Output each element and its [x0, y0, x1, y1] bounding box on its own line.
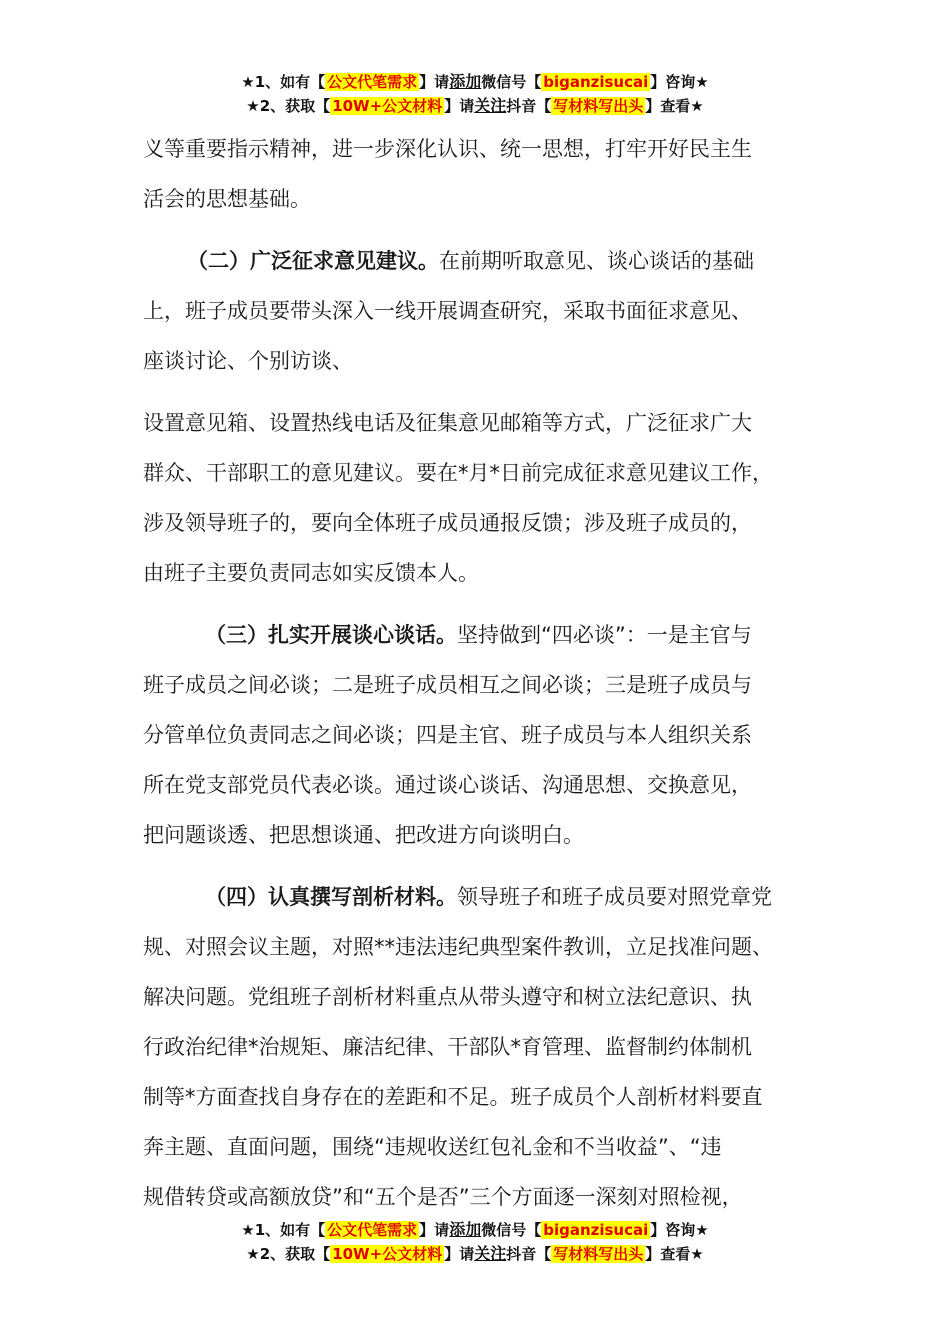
- banner-text: 】请: [419, 1221, 450, 1239]
- paragraph-line: 由班子主要负责同志如实反馈本人。: [143, 561, 479, 585]
- paragraph-line: 解决问题。党组班子剖析材料重点从带头遵守和树立法纪意识、执: [143, 985, 752, 1009]
- banner-underlined: 添加: [449, 1220, 482, 1239]
- section-heading: （四）认真撰写剖析材料。: [205, 885, 457, 909]
- banner-text: 】查看★: [645, 1245, 704, 1263]
- paragraph-line: 所在党支部党员代表必谈。通过谈心谈话、沟通思想、交换意见，: [143, 773, 752, 797]
- paragraph-line: 座谈讨论、个别访谈、: [143, 349, 353, 373]
- banner-underlined: 关注: [474, 96, 507, 115]
- paragraph-line: 涉及领导班子的，要向全体班子成员通报反馈；涉及班子成员的，: [143, 511, 752, 535]
- paragraph-line: 上，班子成员要带头深入一线开展调查研究，采取书面征求意见、: [143, 299, 752, 323]
- section-heading: （三）扎实开展谈心谈话。: [205, 623, 457, 647]
- banner-text: 】请: [444, 97, 475, 115]
- header-banner: [0, 70, 950, 118]
- section-3-first-line: [143, 610, 833, 660]
- section-2-first-line: [143, 236, 833, 286]
- banner-text: ★1、如有【: [241, 1221, 326, 1239]
- banner-line-2: [0, 1242, 950, 1266]
- paragraph-line: 规借转贷或高额放贷”和“五个是否”三个方面逐一深刻对照检视，: [143, 1185, 743, 1209]
- banner-underlined: 添加: [449, 72, 482, 91]
- banner-text: ★2、获取【: [246, 1245, 331, 1263]
- banner-highlight: 10W+公文材料: [332, 1245, 443, 1263]
- banner-text: 抖音【: [506, 1245, 552, 1263]
- banner-text: 抖音【: [506, 97, 552, 115]
- paragraph-line: 奔主题、直面问题，围绕“违规收送红包礼金和不当收益”、“违: [143, 1135, 722, 1159]
- paragraph-text: 在前期听取意见、谈心谈话的基础: [439, 249, 754, 273]
- banner-text: 微信号【: [481, 1221, 542, 1239]
- banner-text: ★2、获取【: [246, 97, 331, 115]
- paragraph-line: 把问题谈透、把思想谈通、把改进方向谈明白。: [143, 823, 584, 847]
- banner-underlined: 关注: [474, 1244, 507, 1263]
- banner-line-1: [0, 1218, 950, 1242]
- banner-text: 微信号【: [481, 73, 542, 91]
- paragraph-line: 义等重要指示精神，进一步深化认识、统一思想，打牢开好民主生: [143, 137, 752, 161]
- banner-highlight: biganzisucai: [543, 73, 649, 91]
- section-4-first-line: [143, 872, 833, 922]
- banner-highlight: 公文代笔需求: [327, 73, 418, 91]
- paragraph-line: 群众、干部职工的意见建议。要在*月*日前完成征求意见建议工作，: [143, 461, 773, 485]
- paragraph-text: 坚持做到“四必谈”：一是主官与: [457, 623, 752, 647]
- banner-text: ★1、如有【: [241, 73, 326, 91]
- footer-banner: [0, 1218, 950, 1266]
- banner-highlight: biganzisucai: [543, 1221, 649, 1239]
- paragraph-line: 班子成员之间必谈；二是班子成员相互之间必谈；三是班子成员与: [143, 673, 752, 697]
- banner-text: 】咨询★: [650, 73, 709, 91]
- banner-highlight: 公文代笔需求: [327, 1221, 418, 1239]
- banner-highlight: 10W+公文材料: [332, 97, 443, 115]
- banner-line-2: [0, 94, 950, 118]
- paragraph-line: 行政治纪律*治规矩、廉洁纪律、干部队*育管理、监督制约体制机: [143, 1035, 752, 1059]
- banner-text: 】查看★: [645, 97, 704, 115]
- banner-text: 】咨询★: [650, 1221, 709, 1239]
- paragraph-line: 制等*方面查找自身存在的差距和不足。班子成员个人剖析材料要直: [143, 1085, 763, 1109]
- paragraph-line: 规、对照会议主题，对照**违法违纪典型案件教训，立足找准问题、: [143, 935, 773, 959]
- document-body: [143, 124, 833, 1222]
- banner-text: 】请: [419, 73, 450, 91]
- banner-highlight: 写材料写出头: [553, 97, 644, 115]
- paragraph-line: 活会的思想基础。: [143, 187, 311, 211]
- banner-text: 】请: [444, 1245, 475, 1263]
- section-heading: （二）广泛征求意见建议。: [187, 249, 439, 273]
- paragraph-text: 领导班子和班子成员要对照党章党: [457, 885, 772, 909]
- banner-line-1: [0, 70, 950, 94]
- banner-highlight: 写材料写出头: [553, 1245, 644, 1263]
- paragraph-line: 分管单位负责同志之间必谈；四是主官、班子成员与本人组织关系: [143, 723, 752, 747]
- paragraph-line: 设置意见箱、设置热线电话及征集意见邮箱等方式，广泛征求广大: [143, 411, 752, 435]
